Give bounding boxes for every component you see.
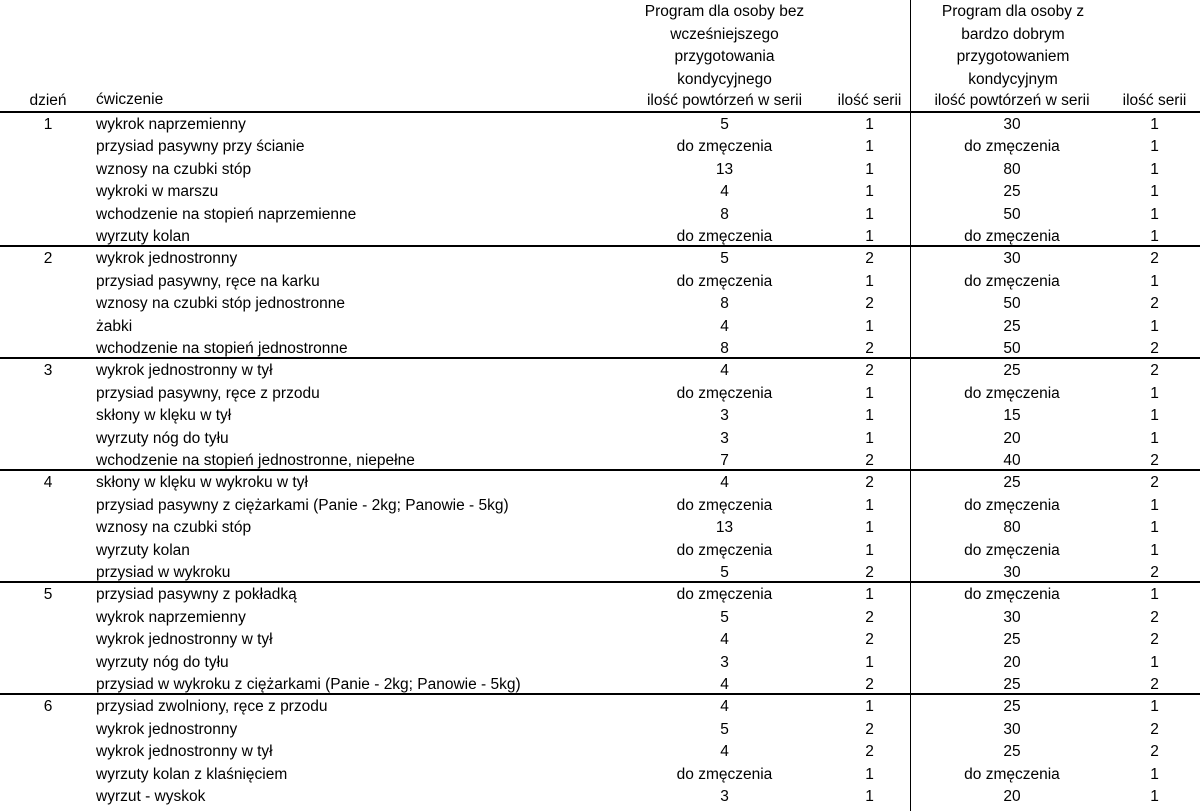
program-beginner-line: wcześniejszego xyxy=(670,25,779,43)
exercise-name: wyrzuty kolan xyxy=(96,228,190,245)
exercise-name: wykroki w marszu xyxy=(96,183,219,201)
advanced-reps: 20 xyxy=(1003,788,1021,805)
beginner-sets: 2 xyxy=(865,743,874,761)
beginner-reps: 5 xyxy=(720,564,729,581)
exercise-name: wyrzut - wyskok xyxy=(96,788,206,805)
advanced-sets: 1 xyxy=(1150,116,1159,133)
exercise-name: wykrok jednostronny xyxy=(96,250,238,268)
column-header-exercise: ćwiczenie xyxy=(96,91,164,108)
beginner-reps: do zmęczenia xyxy=(676,496,773,514)
advanced-sets: 2 xyxy=(1150,720,1159,738)
beginner-reps: do zmęczenia xyxy=(676,138,773,156)
advanced-reps: do zmęczenia xyxy=(964,496,1060,514)
advanced-sets: 1 xyxy=(1150,519,1159,537)
advanced-reps: 25 xyxy=(1003,743,1021,761)
exercise-name: wznosy na czubki stóp jednostronne xyxy=(96,295,346,313)
exercise-name: skłony w klęku w tył xyxy=(96,407,232,425)
advanced-sets: 1 xyxy=(1150,205,1159,223)
beginner-sets: 1 xyxy=(865,653,874,671)
program-advanced-header xyxy=(913,1,1113,91)
program-beginner-line: Program dla osoby bez xyxy=(644,3,805,20)
exercise-name: przysiad pasywny z ciężarkami (Panie - 2kg; Panowie - 5kg) xyxy=(96,496,509,514)
advanced-sets: 1 xyxy=(1150,160,1159,178)
beginner-reps: 3 xyxy=(720,788,729,805)
beginner-reps: 4 xyxy=(720,676,729,693)
day-number: 4 xyxy=(43,474,53,492)
advanced-sets: 1 xyxy=(1150,183,1159,201)
exercise-name: wykrok jednostronny w tył xyxy=(96,631,273,649)
advanced-reps: 30 xyxy=(1003,250,1021,268)
advanced-sets: 1 xyxy=(1150,788,1159,805)
advanced-reps: do zmęczenia xyxy=(964,272,1060,290)
exercise-name: wznosy na czubki stóp xyxy=(96,160,252,178)
advanced-reps: 25 xyxy=(1003,362,1021,380)
exercise-name: wznosy na czubki stóp xyxy=(96,519,252,537)
advanced-reps: 25 xyxy=(1003,698,1021,716)
advanced-reps: do zmęczenia xyxy=(964,228,1060,245)
beginner-reps: 8 xyxy=(720,205,729,223)
exercise-name: żabki xyxy=(96,317,133,335)
advanced-sets: 1 xyxy=(1150,698,1159,716)
program-advanced-line: bardzo dobrym xyxy=(961,25,1065,43)
beginner-reps: 4 xyxy=(720,362,729,380)
advanced-sets: 1 xyxy=(1150,496,1159,514)
advanced-reps: do zmęczenia xyxy=(964,765,1060,783)
exercise-name: przysiad pasywny przy ścianie xyxy=(96,138,305,156)
exercise-name: wykrok jednostronny w tył xyxy=(96,743,273,761)
beginner-reps: 8 xyxy=(720,295,729,313)
beginner-sets: 2 xyxy=(865,340,874,357)
beginner-sets: 2 xyxy=(865,608,874,626)
advanced-reps: 15 xyxy=(1003,407,1021,425)
advanced-sets: 2 xyxy=(1150,631,1159,649)
beginner-sets: 2 xyxy=(865,720,874,738)
advanced-sets: 1 xyxy=(1150,541,1159,559)
beginner-sets: 1 xyxy=(865,586,874,604)
beginner-sets: 1 xyxy=(865,698,874,716)
advanced-reps: 25 xyxy=(1003,676,1021,693)
exercise-name: wykrok naprzemienny xyxy=(96,116,246,133)
advanced-reps: 20 xyxy=(1003,429,1021,447)
exercise-name: przysiad zwolniony, ręce z przodu xyxy=(96,698,328,716)
beginner-reps: do zmęczenia xyxy=(676,228,773,245)
advanced-reps: 50 xyxy=(1003,205,1021,223)
beginner-sets: 1 xyxy=(865,228,874,245)
advanced-reps: 30 xyxy=(1003,608,1021,626)
beginner-sets: 1 xyxy=(865,496,874,514)
beginner-sets: 2 xyxy=(865,250,874,268)
beginner-sets: 1 xyxy=(865,384,874,402)
advanced-reps: 30 xyxy=(1003,720,1021,738)
beginner-reps: 3 xyxy=(720,653,729,671)
beginner-reps: do zmęczenia xyxy=(676,765,773,783)
beginner-sets: 1 xyxy=(865,272,874,290)
beginner-reps: 3 xyxy=(720,429,729,447)
advanced-reps: 25 xyxy=(1003,631,1021,649)
beginner-reps: do zmęczenia xyxy=(676,272,773,290)
day-number: 1 xyxy=(43,116,53,133)
beginner-reps: 4 xyxy=(720,317,729,335)
program-beginner-line: kondycyjnego xyxy=(677,70,772,88)
beginner-sets: 2 xyxy=(865,452,874,469)
exercise-name: wyrzuty nóg do tyłu xyxy=(96,653,229,671)
exercise-name: wchodzenie na stopień naprzemienne xyxy=(96,205,357,223)
advanced-reps: 30 xyxy=(1003,116,1021,133)
column-header-sets-advanced: ilość serii xyxy=(1122,92,1187,109)
day-number: 2 xyxy=(43,250,53,268)
advanced-sets: 1 xyxy=(1150,228,1159,245)
exercise-name: wyrzuty nóg do tyłu xyxy=(96,429,229,447)
advanced-reps: 30 xyxy=(1003,564,1021,581)
exercise-name: wykrok jednostronny w tył xyxy=(96,362,273,380)
beginner-reps: 5 xyxy=(720,720,729,738)
beginner-sets: 1 xyxy=(865,788,874,805)
exercise-name: wyrzuty kolan z klaśnięciem xyxy=(96,765,288,783)
advanced-reps: do zmęczenia xyxy=(964,384,1060,402)
beginner-sets: 1 xyxy=(865,541,874,559)
beginner-sets: 1 xyxy=(865,765,874,783)
program-advanced-line: przygotowaniem xyxy=(956,48,1070,65)
beginner-reps: 13 xyxy=(715,160,734,178)
beginner-sets: 1 xyxy=(865,183,874,201)
day-number: 3 xyxy=(43,362,53,380)
beginner-sets: 2 xyxy=(865,676,874,693)
program-beginner-header xyxy=(612,1,837,91)
exercise-name: przysiad w wykroku z ciężarkami (Panie - 2kg; Panowie - 5kg) xyxy=(96,676,521,693)
column-header-reps-beginner: ilość powtórzeń w serii xyxy=(646,92,803,109)
advanced-reps: 20 xyxy=(1003,653,1021,671)
advanced-sets: 2 xyxy=(1150,452,1159,469)
day-number: 5 xyxy=(43,586,53,604)
beginner-reps: do zmęczenia xyxy=(676,586,773,604)
beginner-sets: 1 xyxy=(865,429,874,447)
beginner-reps: 4 xyxy=(720,743,729,761)
advanced-sets: 2 xyxy=(1150,676,1159,693)
beginner-sets: 1 xyxy=(865,116,874,133)
column-header-day: dzień xyxy=(29,92,67,109)
advanced-reps: 50 xyxy=(1003,295,1021,313)
beginner-sets: 1 xyxy=(865,519,874,537)
beginner-sets: 2 xyxy=(865,564,874,581)
beginner-reps: 8 xyxy=(720,340,729,357)
beginner-reps: do zmęczenia xyxy=(676,384,773,402)
advanced-reps: 50 xyxy=(1003,340,1021,357)
day-number: 6 xyxy=(43,698,53,716)
beginner-sets: 2 xyxy=(865,631,874,649)
advanced-sets: 1 xyxy=(1150,272,1159,290)
beginner-sets: 1 xyxy=(865,317,874,335)
advanced-sets: 1 xyxy=(1150,586,1159,604)
advanced-sets: 1 xyxy=(1150,765,1159,783)
beginner-reps: 7 xyxy=(720,452,729,469)
exercise-name: wykrok naprzemienny xyxy=(96,608,246,626)
advanced-reps: 80 xyxy=(1003,519,1021,537)
exercise-name: skłony w klęku w wykroku w tył xyxy=(96,474,308,492)
program-advanced-line: kondycyjnym xyxy=(968,70,1058,88)
exercise-name: przysiad pasywny, ręce z przodu xyxy=(96,384,320,402)
beginner-reps: 4 xyxy=(720,698,729,716)
exercise-name: przysiad pasywny z pokładką xyxy=(96,586,297,604)
advanced-reps: 25 xyxy=(1003,474,1021,492)
beginner-reps: 5 xyxy=(720,116,729,133)
header-rule xyxy=(0,111,1200,113)
advanced-reps: 80 xyxy=(1003,160,1021,178)
advanced-sets: 2 xyxy=(1150,608,1159,626)
beginner-reps: 4 xyxy=(720,474,729,492)
beginner-reps: 13 xyxy=(715,519,734,537)
program-beginner-line: przygotowania xyxy=(674,48,775,65)
advanced-sets: 1 xyxy=(1150,384,1159,402)
exercise-name: wchodzenie na stopień jednostronne, niepełne xyxy=(96,452,415,469)
beginner-reps: 3 xyxy=(720,407,729,425)
advanced-sets: 1 xyxy=(1150,138,1159,156)
beginner-sets: 1 xyxy=(865,205,874,223)
advanced-sets: 2 xyxy=(1150,362,1159,380)
beginner-reps: 5 xyxy=(720,250,729,268)
beginner-sets: 2 xyxy=(865,362,874,380)
program-advanced-line: Program dla osoby z xyxy=(941,3,1085,20)
column-header-sets-beginner: ilość serii xyxy=(837,92,902,109)
advanced-sets: 1 xyxy=(1150,317,1159,335)
beginner-sets: 1 xyxy=(865,160,874,178)
beginner-sets: 1 xyxy=(865,407,874,425)
advanced-sets: 2 xyxy=(1150,340,1159,357)
beginner-reps: 5 xyxy=(720,608,729,626)
advanced-reps: 25 xyxy=(1003,183,1021,201)
advanced-reps: do zmęczenia xyxy=(964,541,1060,559)
beginner-sets: 1 xyxy=(865,138,874,156)
advanced-sets: 1 xyxy=(1150,653,1159,671)
beginner-reps: 4 xyxy=(720,183,729,201)
exercise-name: przysiad pasywny, ręce na karku xyxy=(96,272,320,290)
exercise-name: przysiad w wykroku xyxy=(96,564,231,581)
advanced-sets: 2 xyxy=(1150,474,1159,492)
advanced-sets: 1 xyxy=(1150,407,1159,425)
exercise-name: wykrok jednostronny xyxy=(96,720,238,738)
advanced-reps: do zmęczenia xyxy=(964,586,1060,604)
advanced-reps: 40 xyxy=(1003,452,1021,469)
beginner-sets: 2 xyxy=(865,295,874,313)
advanced-sets: 1 xyxy=(1150,429,1159,447)
advanced-sets: 2 xyxy=(1150,250,1159,268)
beginner-reps: do zmęczenia xyxy=(676,541,773,559)
advanced-sets: 2 xyxy=(1150,564,1159,581)
advanced-sets: 2 xyxy=(1150,295,1159,313)
advanced-reps: do zmęczenia xyxy=(964,138,1060,156)
column-header-reps-advanced: ilość powtórzeń w serii xyxy=(934,92,1090,109)
advanced-reps: 25 xyxy=(1003,317,1021,335)
exercise-name: wchodzenie na stopień jednostronne xyxy=(96,340,348,357)
advanced-sets: 2 xyxy=(1150,743,1159,761)
exercise-name: wyrzuty kolan xyxy=(96,541,190,559)
beginner-sets: 2 xyxy=(865,474,874,492)
beginner-reps: 4 xyxy=(720,631,729,649)
